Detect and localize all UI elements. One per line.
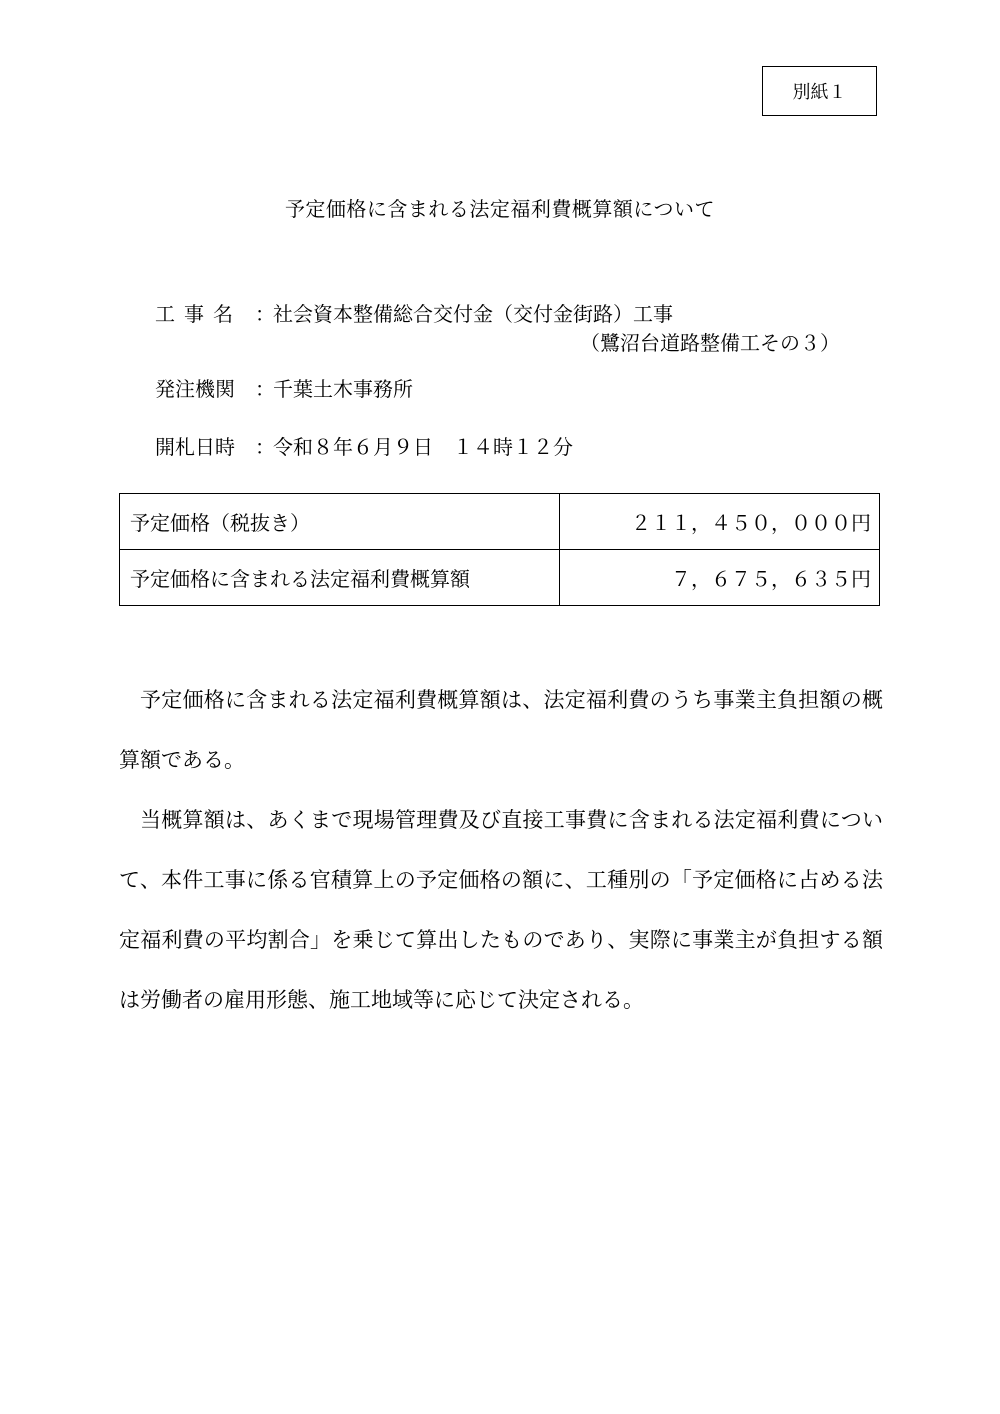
- appendix-label: 別紙１: [792, 82, 847, 103]
- table-cell-label: 予定価格に含まれる法定福利費概算額: [120, 550, 560, 606]
- table-cell-label: 予定価格（税抜き）: [120, 494, 560, 550]
- table-cell-value: ７，６７５，６３５円: [560, 550, 880, 606]
- work-name-row: [155, 298, 673, 327]
- agency-label: 発注機関: [155, 377, 235, 401]
- opening-row: [155, 431, 573, 460]
- table-cell-value: ２１１，４５０，０００円: [560, 494, 880, 550]
- work-name-label: 工事名: [155, 302, 242, 326]
- work-name-colon: ：: [255, 302, 275, 326]
- opening-value: 令和８年６月９日 １４時１２分: [273, 435, 573, 459]
- agency-value: 千葉土木事務所: [273, 377, 413, 401]
- paragraph: 当概算額は、あくまで現場管理費及び直接工事費に含まれる法定福利費について、本件工事に係る官積算上の予定価格の額に、工種別の「予定価格に占める法定福利費の平均割合」を乗じて算出したものであり、実際に事業主が負担する額は労働者の雇用形態、施工地域等に応じて決定される。: [119, 808, 883, 1012]
- document-title: 予定価格に含まれる法定福利費概算額について: [284, 197, 716, 221]
- agency-row: [155, 373, 413, 402]
- appendix-label-box: [762, 66, 877, 116]
- table-row: [120, 494, 880, 550]
- work-name-subtitle: （鷺沼台道路整備工その３）: [580, 331, 840, 355]
- price-table: [119, 493, 880, 606]
- opening-label: 開札日時: [155, 435, 235, 459]
- work-name-value: 社会資本整備総合交付金（交付金街路）工事: [273, 302, 673, 326]
- table-row: [120, 550, 880, 606]
- agency-colon: ：: [255, 377, 275, 401]
- opening-colon: ：: [255, 435, 275, 459]
- body-text: [119, 670, 883, 1030]
- paragraph: 予定価格に含まれる法定福利費概算額は、法定福利費のうち事業主負担額の概算額である。: [119, 688, 883, 772]
